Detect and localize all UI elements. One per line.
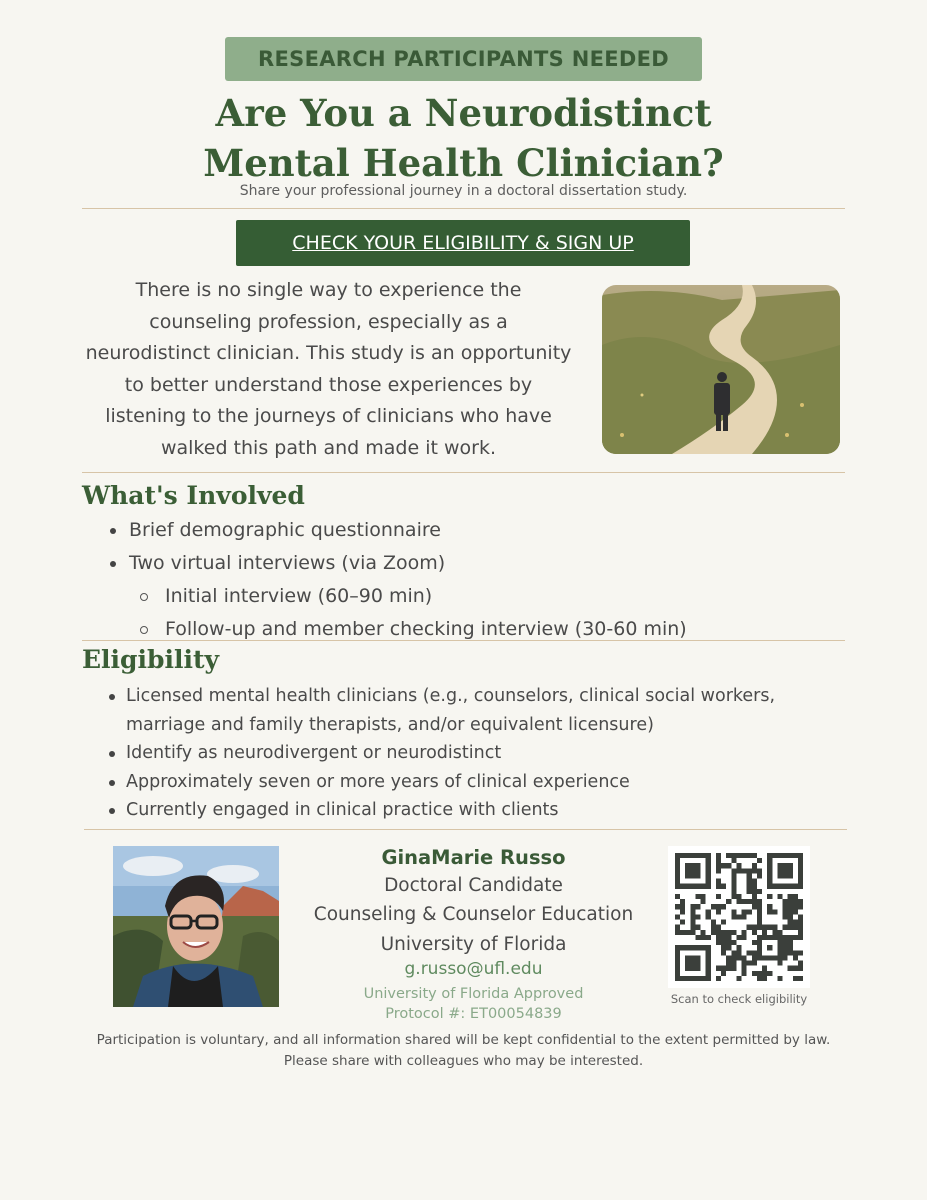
bullet-ring-icon (140, 626, 148, 634)
involved-list (108, 514, 828, 646)
footer-share-note: Please share with colleagues who may be interested. (283, 1053, 644, 1069)
list-item-text: Brief demographic questionnaire (129, 519, 441, 541)
list-item-text: Follow-up and member checking interview (30-60 min) (165, 618, 687, 640)
list-item-text: Two virtual interviews (via Zoom) (129, 552, 446, 574)
list-item (108, 514, 828, 547)
winding-path-illustration (602, 285, 840, 454)
title-line-1: Are You a Neurodistinct (215, 91, 712, 135)
list-item (108, 768, 838, 797)
divider (84, 829, 847, 830)
bullet-ring-icon (140, 593, 148, 601)
intro-line: neurodistinct clinician. This study is an opportunity (85, 342, 572, 365)
intro-line: to better understand those experiences by (124, 373, 533, 396)
banner-text: RESEARCH PARTICIPANTS NEEDED (258, 47, 669, 71)
qr-caption: Scan to check eligibility (670, 992, 808, 1006)
researcher-program: Counseling & Counselor Education (313, 904, 634, 925)
researcher-email-link[interactable]: g.russo@ufl.edu (404, 959, 543, 979)
eligibility-list (108, 682, 838, 825)
bullet-icon (109, 694, 115, 700)
bullet-icon (109, 751, 115, 757)
irb-approval: University of Florida Approved (363, 986, 584, 1002)
intro-line: counseling profession, especially as a (149, 310, 508, 333)
researcher-university: University of Florida (380, 934, 567, 955)
divider (82, 208, 845, 209)
eligibility-qr-code[interactable] (668, 846, 810, 988)
intro-paragraph (80, 275, 577, 465)
eligibility-signup-button[interactable] (236, 220, 690, 266)
cta-label: CHECK YOUR ELIGIBILITY & SIGN UP (292, 232, 634, 254)
bullet-icon (109, 808, 115, 814)
bullet-icon (110, 528, 116, 534)
divider (82, 640, 845, 641)
list-item (108, 682, 838, 711)
list-item-text: Approximately seven or more years of clinical experience (126, 771, 630, 792)
involved-heading: What's Involved (82, 481, 305, 510)
divider (82, 472, 845, 473)
researcher-name: GinaMarie Russo (381, 846, 566, 869)
list-subitem (108, 613, 828, 646)
page-subtitle: Share your professional journey in a doctoral dissertation study. (239, 183, 688, 199)
list-item (108, 547, 828, 580)
eligibility-heading: Eligibility (82, 645, 220, 674)
list-item-text: Currently engaged in clinical practice with clients (126, 800, 559, 820)
intro-line: There is no single way to experience the (135, 279, 522, 301)
protocol-number: Protocol #: ET00054839 (385, 1006, 562, 1022)
bullet-icon (110, 561, 116, 567)
list-item (108, 796, 838, 825)
list-item-text: Identify as neurodivergent or neurodistinct (126, 743, 502, 763)
list-item-continuation (108, 711, 838, 740)
list-item-text: marriage and family therapists, and/or equivalent licensure) (126, 714, 654, 735)
list-item (108, 739, 838, 768)
bullet-icon (109, 780, 115, 786)
list-item-text: Licensed mental health clinicians (e.g., counselors, clinical social workers, (126, 686, 776, 706)
footer-disclaimer: Participation is voluntary, and all information shared will be kept confidential to the extent permitted by law. (96, 1032, 831, 1048)
intro-line: walked this path and made it work. (160, 436, 497, 459)
list-subitem (108, 580, 828, 613)
title-line-2: Mental Health Clinician? (203, 141, 724, 185)
list-item-text: Initial interview (60–90 min) (165, 585, 433, 607)
researcher-role: Doctoral Candidate (384, 875, 563, 896)
intro-line: listening to the journeys of clinicians who have (105, 405, 552, 428)
page-title (0, 88, 927, 188)
researcher-photo (113, 846, 279, 1007)
recruitment-banner (225, 37, 702, 81)
